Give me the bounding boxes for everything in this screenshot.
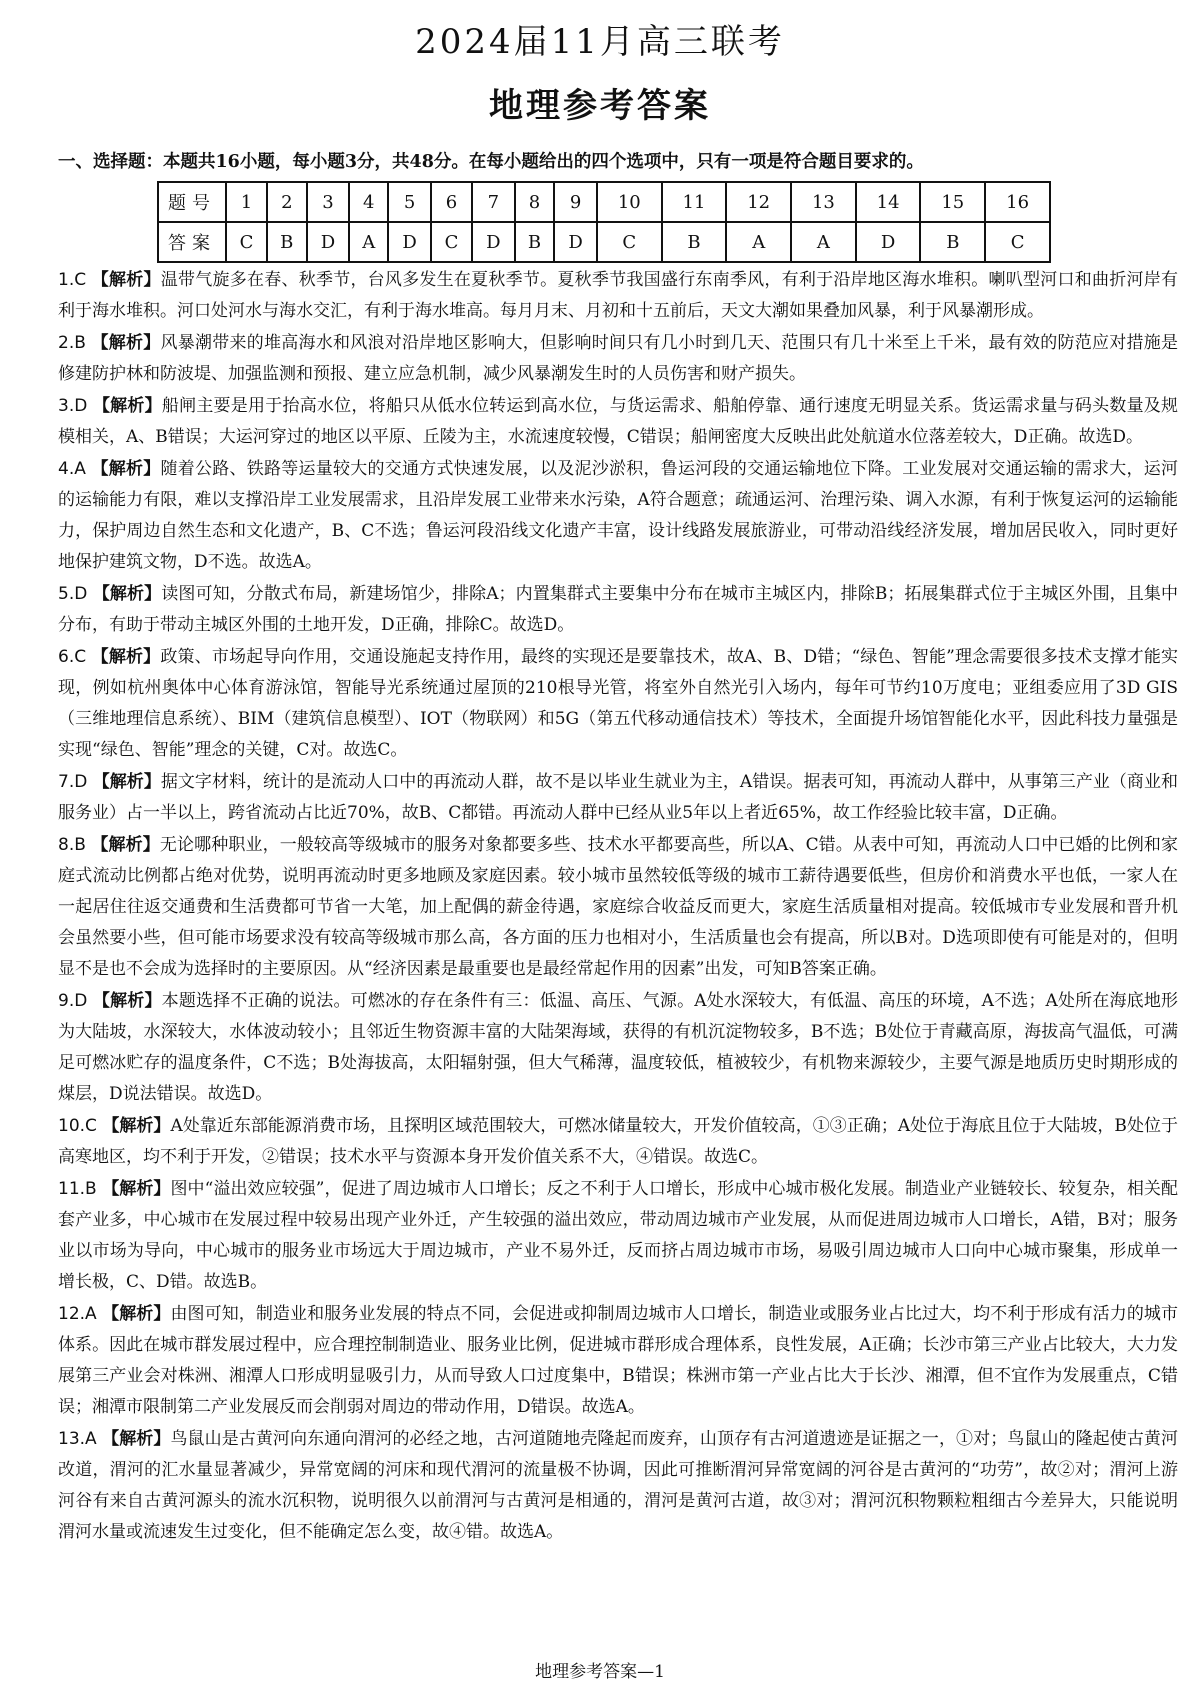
explanation-item [58,454,1178,578]
explanation-item [58,642,1178,766]
explanation-item [58,986,1178,1110]
item-tag: 【解析】 [92,584,162,604]
answer-cell: D [307,222,350,262]
question-number: 11 [662,182,727,222]
item-tag: 【解析】 [91,270,161,290]
item-text: 随着公路、铁路等运量较大的交通方式快速发展，以及泥沙淤积，鲁运河段的交通运输地位下降。工业发展对交通运输的需求大，运河的运输能力有限，难以支撑沿岸工业发展需求，且沿岸发展工业带来水污染，A符合题意；疏通运河、治理污染、调入水源，有利于恢复运河的运输能力，保护周边自然生态和文化遗产，B、C不选；鲁运河段沿线文化遗产丰富，设计线路发展旅游业，可带动沿线经济发展，增加居民收入，同时更好地保护建筑文物，D不选。故选A。 [58,459,1178,572]
question-number: 10 [597,182,662,222]
item-number: 1.C [58,270,87,290]
question-number: 7 [472,182,515,222]
question-number: 15 [920,182,985,222]
item-number: 11.B [58,1179,97,1199]
question-number: 14 [856,182,921,222]
page-subtitle: 地理参考答案 [489,86,711,126]
item-text: 读图可知，分散式布局，新建场馆少，排除A；内置集群式主要集中分布在城市主城区内，排除B；拓展集群式位于主城区外围，且集中分布，有助于带动主城区外围的土地开发，D正确，排除C。故选D。 [58,584,1178,635]
answer-cell: B [515,222,555,262]
item-tag: 【解析】 [102,1116,171,1136]
question-number: 9 [554,182,597,222]
section-heading: 一、选择题：本题共16小题，每小题3分，共48分。在每小题给出的四个选项中，只有一项是符合题目要求的。 [58,152,924,172]
explanation-list [58,265,1178,1549]
explanation-item [58,1424,1178,1548]
explanation-item [58,579,1178,641]
question-number: 12 [726,182,791,222]
explanation-item [58,265,1178,327]
explanation-item [58,1174,1178,1298]
item-number: 6.C [58,647,87,667]
answer-cell: D [472,222,515,262]
item-tag: 【解析】 [92,396,162,416]
item-text: 船闸主要是用于抬高水位，将船只从低水位转运到高水位，与货运需求、船舶停靠、通行速度无明显关系。货运需求量与码头数量及规模相关，A、B错误；大运河穿过的地区以平原、丘陵为主，水流速度较慢，C错误；船闸密度大反映出此处航道水位落差较大，D正确。故选D。 [58,396,1179,447]
row-label-answer: 答案 [158,222,226,262]
item-text: 图中“溢出效应较强”，促进了周边城市人口增长；反之不利于人口增长，形成中心城市极化发展。制造业产业链较长、较复杂，相关配套产业多，中心城市在发展过程中较易出现产业外迁，产生较强的溢出效应，带动周边城市产业发展，从而促进周边城市人口增长，A错，B对；服务业以市场为导向，中心城市的服务业市场远大于周边城市，产业不易外迁，反而挤占周边城市市场，易吸引周边城市人口向中心城市聚集，形成单一增长极，C、D错。故选B。 [58,1179,1178,1292]
item-tag: 【解析】 [102,1179,171,1199]
answer-cell: C [226,222,267,262]
explanation-item [58,328,1178,390]
answer-cell: D [388,222,431,262]
item-text: 无论哪种职业，一般较高等级城市的服务对象都要多些、技术水平都要高些，所以A、C错。从表中可知，再流动人口中已婚的比例和家庭式流动比例都占绝对优势，说明再流动时更多地顾及家庭因素。较小城市虽然较低等级的城市工薪待遇要低些，但房价和消费水平也低，一家人在一起居住往返交通费和生活费都可节省一大笔，加上配偶的薪金待遇，家庭综合收益反而更大，家庭生活质量相对提高。较低城市专业发展和晋升机会虽然要小些，但可能市场要求没有较高等级城市那么高，各方面的压力也相对小，生活质量也会有提高，所以B对。D选项即使有可能是对的，但明显不是也不会成为选择时的主要原因。从“经济因素是最重要也是最经常起作用的因素”出发，可知B答案正确。 [58,835,1178,979]
question-number: 13 [791,182,856,222]
item-text: 风暴潮带来的堆高海水和风浪对沿岸地区影响大，但影响时间只有几小时到几天、范围只有几十米至上千米，最有效的防范应对措施是修建防护林和防波堤、加强监测和预报、建立应急机制，减少风暴潮发生时的人员伤害和财产损失。 [58,333,1179,384]
item-number: 4.A [58,459,86,479]
item-number: 12.A [58,1304,97,1324]
item-tag: 【解析】 [102,1429,171,1449]
answer-cell: D [554,222,597,262]
item-number: 7.D [58,772,88,792]
explanation-item [58,391,1178,453]
item-text: 政策、市场起导向作用，交通设施起支持作用，最终的实现还是要靠技术，故A、B、D错；“绿色、智能”理念需要很多技术支撑才能实现，例如杭州奥体中心体育游泳馆，智能导光系统通过屋顶的210根导光管，将室外自然光引入场内，每年可节约10万度电；亚组委应用了3D GIS（三维地理信息系统）、BIM（建筑信息模型）、IOT（物联网）和5G（第五代移动通信技术）等技术，全面提升场馆智能化水平，因此科技力量强是实现“绿色、智能”理念的关键，C对。故选C。 [58,647,1179,760]
item-tag: 【解析】 [91,459,161,479]
answer-cell: C [597,222,662,262]
answer-table-number-row [158,182,1050,222]
question-number: 16 [985,182,1050,222]
explanation-item [58,1111,1178,1173]
item-number: 3.D [58,396,88,416]
question-number: 3 [307,182,350,222]
item-number: 8.B [58,835,86,855]
row-label-number: 题号 [158,182,226,222]
answer-cell: A [726,222,791,262]
item-text: 本题选择不正确的说法。可燃冰的存在条件有三：低温、高压、气源。A处水深较大，有低温、高压的环境，A不选；A处所在海底地形为大陆坡，水深较大，水体波动较小；且邻近生物资源丰富的大陆架海域，获得的有机沉淀物较多，B不选；B处位于青藏高原，海拔高气温低，可满足可燃冰贮存的温度条件，C不选；B处海拔高，太阳辐射强，但大气稀薄，温度较低，植被较少，有机物来源较少，主要气源是地质历史时期形成的煤层，D说法错误。故选D。 [58,991,1179,1104]
item-text: 鸟鼠山是古黄河向东通向渭河的必经之地，古河道随地壳隆起而废弃，山顶存有古河道遗迹是证据之一，①对；鸟鼠山的隆起使古黄河改道，渭河的汇水量显著减少，异常宽阔的河床和现代渭河的流量极不协调，因此可推断渭河异常宽阔的河谷是古黄河的“功劳”，故②对；渭河上游河谷有来自古黄河源头的流水沉积物，说明很久以前渭河与古黄河是相通的，渭河是黄河古道，故③对；渭河沉积物颗粒粗细古今差异大，只能说明渭河水量或流速发生过变化，但不能确定怎么变，故④错。故选A。 [58,1429,1178,1542]
answer-cell: B [267,222,307,262]
item-tag: 【解析】 [92,991,162,1011]
page-footer: 地理参考答案—1 [535,1662,665,1682]
item-number: 9.D [58,991,88,1011]
item-text: A处靠近东部能源消费市场，且探明区域范围较大，可燃冰储量较大，开发价值较高，①③正确；A处位于海底且位于大陆坡，B处位于高寒地区，均不利于开发，②错误；技术水平与资源本身开发价值关系不大，④错误。故选C。 [58,1116,1179,1167]
answer-table-answer-row [158,222,1050,262]
answer-cell: C [985,222,1050,262]
question-number: 6 [431,182,472,222]
answer-table [157,181,1051,263]
answer-cell: D [856,222,921,262]
question-number: 2 [267,182,307,222]
item-text: 据文字材料，统计的是流动人口中的再流动人群，故不是以毕业生就业为主，A错误。据表可知，再流动人群中，从事第三产业（商业和服务业）占一半以上，跨省流动占比近70%，故B、C都错。再流动人群中已经从业5年以上者近65%，故工作经验比较丰富，D正确。 [58,772,1178,823]
item-tag: 【解析】 [92,772,161,792]
question-number: 5 [388,182,431,222]
explanation-item [58,1299,1178,1423]
item-number: 2.B [58,333,86,353]
item-tag: 【解析】 [91,333,161,353]
answer-cell: B [920,222,985,262]
answer-cell: C [431,222,472,262]
page-title: 2024届11月高三联考 [415,22,785,62]
item-number: 13.A [58,1429,97,1449]
item-number: 5.D [58,584,88,604]
explanation-item [58,830,1178,985]
question-number: 8 [515,182,555,222]
item-tag: 【解析】 [102,1304,171,1324]
answer-cell: B [662,222,727,262]
answer-cell: A [791,222,856,262]
item-text: 温带气旋多在春、秋季节，台风多发生在夏秋季节。夏秋季节我国盛行东南季风，有利于沿岸地区海水堆积。喇叭型河口和曲折河岸有利于海水堆积。河口处河水与海水交汇，有利于海水堆高。每月月末、月初和十五前后，天文大潮如果叠加风暴，利于风暴潮形成。 [58,270,1179,321]
item-number: 10.C [58,1116,97,1136]
question-number: 4 [349,182,388,222]
item-text: 由图可知，制造业和服务业发展的特点不同，会促进或抑制周边城市人口增长，制造业或服务业占比过大，均不利于形成有活力的城市体系。因此在城市群发展过程中，应合理控制制造业、服务业比例，促进城市群形成合理体系，良性发展，A正确；长沙市第三产业占比较大，大力发展第三产业会对株洲、湘潭人口形成明显吸引力，从而导致人口过度集中，B错误；株洲市第一产业占比大于长沙、湘潭，但不宜作为发展重点，C错误；湘潭市限制第二产业发展反而会削弱对周边的带动作用，D错误。故选A。 [58,1304,1178,1417]
item-tag: 【解析】 [91,647,161,667]
explanation-item [58,767,1178,829]
question-number: 1 [226,182,267,222]
item-tag: 【解析】 [91,835,160,855]
answer-cell: A [349,222,388,262]
